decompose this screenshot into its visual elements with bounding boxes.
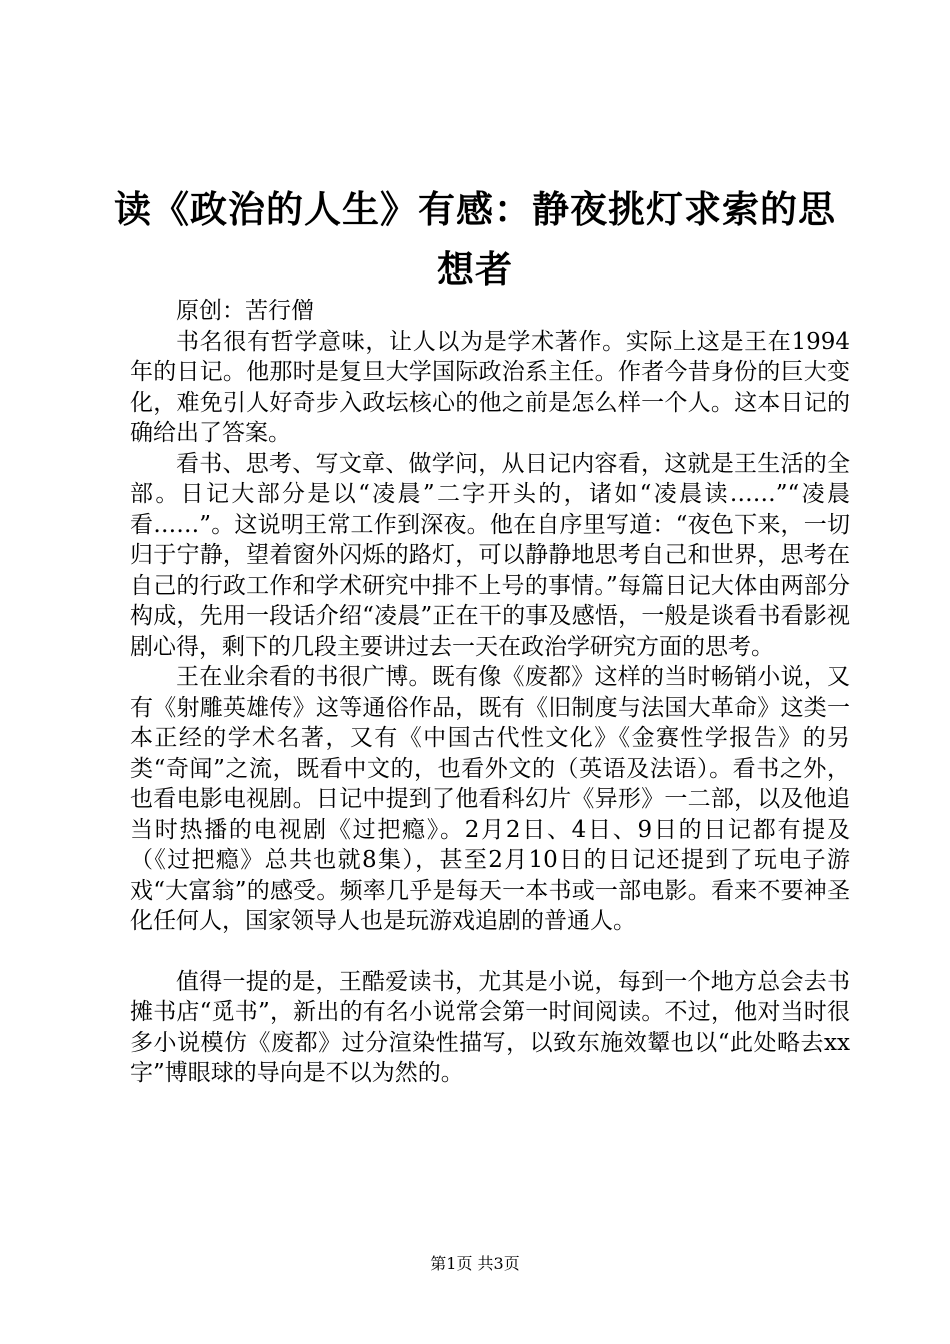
paragraph-4: 值得一提的是，王酷爱读书，尤其是小说，每到一个地方总会去书摊书店“觅书”，新出的有名小说常会第一时间阅读。不过，他对当时很多小说模仿《废都》过分渲染性描写，以致东施效颦也以“此处略去xx字”博眼球的导向是不以为然的。 <box>130 968 850 1086</box>
paragraph-2: 看书、思考、写文章、做学问，从日记内容看，这就是王生活的全部。日记大部分是以“凌晨”二字开头的，诸如“凌晨读……”“凌晨看……”。这说明王常工作到深夜。他在自序里写道：“夜色下来，一切归于宁静，望着窗外闪烁的路灯，可以静静地思考自己和世界，思考在自己的行政工作和学术研究中排不上号的事情。”每篇日记大体由两部分构成，先用一段话介绍“凌晨”正在干的事及感悟，一般是谈看书看影视剧心得，剩下的几段主要讲过去一天在政治学研究方面的思考。 <box>130 450 850 660</box>
document-title: 读《政治的人生》有感：静夜挑灯求索的思想者 <box>114 188 836 291</box>
page-number-footer: 第1页 共3页 <box>430 1254 520 1273</box>
document-body <box>130 296 850 1089</box>
paragraph-3: 王在业余看的书很广博。既有像《废都》这样的当时畅销小说，又有《射雕英雄传》这等通俗作品，既有《旧制度与法国大革命》这类一本正经的学术名著，又有《中国古代性文化》《金赛性学报告》的另类“奇闻”之流，既看中文的，也看外文的（英语及法语）。看书之外，也看电影电视剧。日记中提到了他看科幻片《异形》一二部，以及他追当时热播的电视剧《过把瘾》。2月2日、4日、9日的日记都有提及（《过把瘾》总共也就8集），甚至2月10日的日记还提到了玩电子游戏“大富翁”的感受。频率几乎是每天一本书或一部电影。看来不要神圣化任何人，国家领导人也是玩游戏追剧的普通人。 <box>130 664 850 934</box>
paragraph-1: 书名很有哲学意味，让人以为是学术著作。实际上这是王在1994年的日记。他那时是复旦大学国际政治系主任。作者今昔身份的巨大变化，难免引人好奇步入政坛核心的他之前是怎么样一个人。这本日记的确给出了答案。 <box>130 328 850 446</box>
author-line: 原创：苦行僧 <box>176 298 314 324</box>
